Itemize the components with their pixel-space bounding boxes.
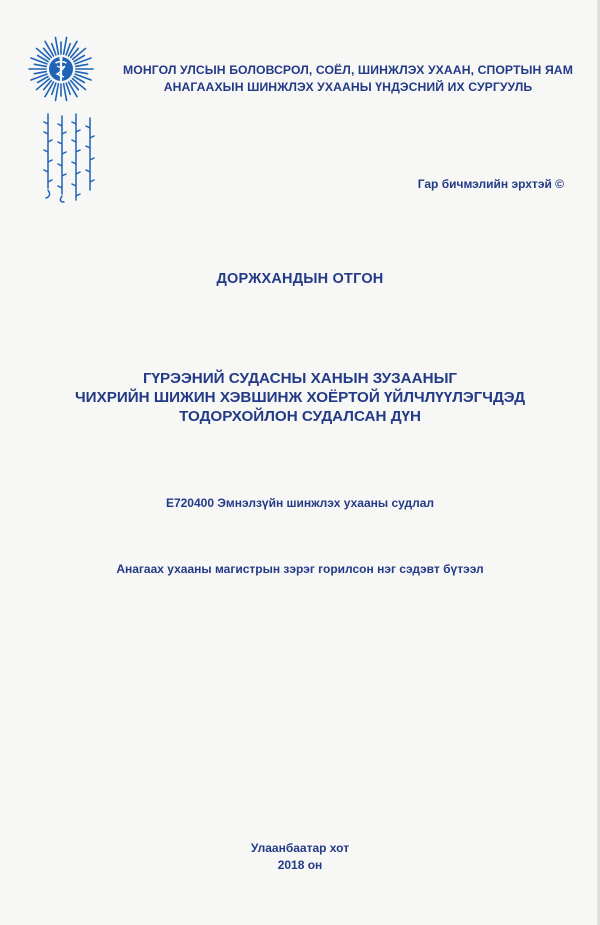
thesis-title-line-2: ЧИХРИЙН ШИЖИН ХЭВШИНЖ ХОЁРТОЙ ҮЙЛЧЛҮҮЛЭГЧДЭД bbox=[74, 389, 526, 406]
author-name: ДОРЖХАНДЫН ОТГОН bbox=[216, 271, 384, 287]
university-name: АНАГААХЫН ШИНЖЛЭХ УХААНЫ ҮНДЭСНИЙ ИХ СУРГУУЛЬ bbox=[163, 80, 533, 94]
mongolian-script-university-name-icon bbox=[38, 110, 100, 206]
degree-description: Анагаах ухааны магистрын зэрэг горилсон нэг сэдэвт бүтээл bbox=[116, 562, 484, 576]
thesis-title-line-3: ТОДОРХОЙЛОН СУДАЛСАН ДҮН bbox=[179, 408, 421, 425]
ministry-name: МОНГОЛ УЛСЫН БОЛОВСРОЛ, СОЁЛ, ШИНЖЛЭХ УХААН, СПОРТЫН ЯАМ bbox=[123, 63, 573, 77]
year: 2018 он bbox=[277, 858, 323, 872]
thesis-title bbox=[0, 369, 600, 426]
place-and-year bbox=[0, 840, 600, 874]
medical-university-emblem-icon bbox=[28, 36, 94, 102]
specialty-code: E720400 Эмнэлзүйн шинжлэх ухааны судлал bbox=[165, 496, 435, 510]
city: Улаанбаатар хот bbox=[250, 841, 350, 855]
institution-header bbox=[108, 62, 588, 96]
copyright-notice: Гар бичмэлийн эрхтэй © bbox=[417, 177, 564, 191]
thesis-title-line-1: ГҮРЭЭНИЙ СУДАСНЫ ХАНЫН ЗУЗААНЫГ bbox=[142, 370, 458, 387]
